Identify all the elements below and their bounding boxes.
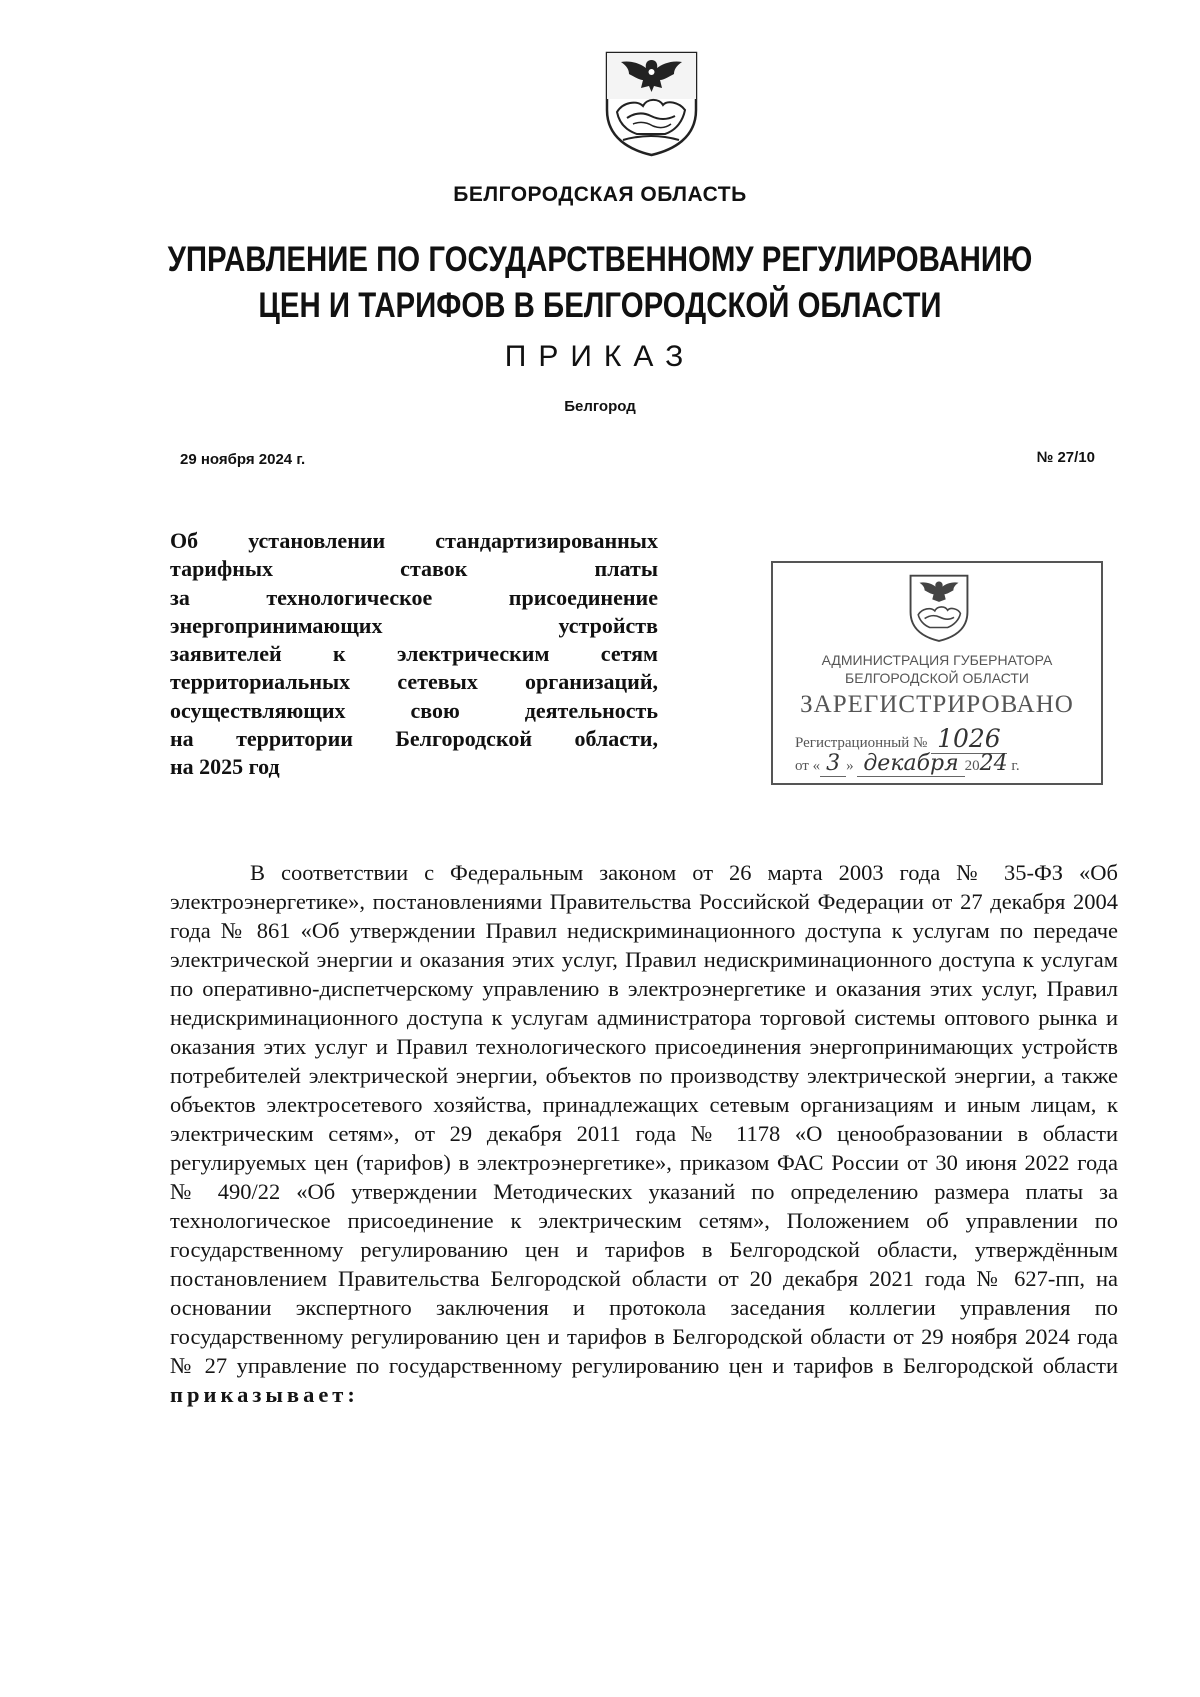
stamp-date-year-prefix: 20: [964, 758, 980, 774]
stamp-date-prefix: от «: [795, 758, 821, 774]
coat-of-arms-icon: [603, 50, 700, 157]
stamp-date-month: декабря: [857, 751, 964, 777]
subject-line: тарифных ставок платы: [170, 556, 658, 582]
subject-line: осуществляющих свою деятельность: [170, 697, 658, 723]
stamp-date-suffix: г.: [1011, 758, 1020, 774]
agency-name: [96, 237, 1104, 329]
subject-line: энергопринимающих устройств: [170, 612, 658, 638]
agency-name-line-1: УПРАВЛЕНИЕ ПО ГОСУДАРСТВЕННОМУ РЕГУЛИРОВАНИЮ: [167, 240, 1033, 279]
stamp-reg-label: Регистрационный №: [795, 735, 928, 751]
registration-stamp: [771, 561, 1103, 785]
coat-of-arms-icon: [908, 573, 970, 643]
stamp-registration-number-row: [795, 724, 1095, 753]
document-type: ПРИКАЗ: [504, 340, 696, 373]
stamp-registered: ЗАРЕГИСТРИРОВАНО: [800, 691, 1074, 718]
agency-name-line-2: ЦЕН И ТАРИФОВ В БЕЛГОРОДСКОЙ ОБЛАСТИ: [258, 286, 942, 325]
stamp-org-line-2: БЕЛГОРОДСКОЙ ОБЛАСТИ: [845, 670, 1029, 686]
document-city: Белгород: [564, 398, 636, 415]
subject-line: Об установлении стандартизированных: [170, 528, 658, 553]
subject-line: на 2025 год: [170, 754, 280, 780]
subject-line: на территории Белгородской области,: [170, 726, 658, 752]
stamp-date-mid: »: [846, 758, 854, 774]
subject-line: заявителей к электрическим сетям: [170, 641, 658, 667]
orders-word: приказывает:: [170, 1382, 359, 1407]
document-body: [170, 858, 1118, 1409]
document-date: 29 ноября 2024 г.: [180, 451, 306, 468]
stamp-reg-number: 1026: [931, 724, 1007, 754]
subject-line: за технологическое присоединение: [170, 584, 658, 610]
stamp-date-year: 24: [979, 751, 1008, 776]
region-title: БЕЛГОРОДСКАЯ ОБЛАСТЬ: [453, 183, 747, 206]
document-subject: [170, 527, 658, 782]
stamp-date-row: [795, 751, 1095, 776]
stamp-date-day: 3: [820, 751, 846, 777]
stamp-org-line-1: АДМИНИСТРАЦИЯ ГУБЕРНАТОРА: [821, 652, 1053, 668]
body-paragraph: [170, 858, 1118, 1409]
document-number: № 27/10: [1036, 449, 1095, 466]
stamp-organization: [773, 651, 1101, 687]
body-paragraph-text: В соответствии с Федеральным законом от 26 марта 2003 года № 35-ФЗ «Об электроэнергетике», постановлениями Правительства Российской Федерации от 27 декабря 2004 года № 861 «Об утверждении Правил недискриминационного доступа к услугам по передаче электрической энергии и оказания этих услуг, Правил недискриминационного доступа к услугам по оперативно-диспетчерскому управлению в электроэнергетике и оказания этих услуг, Правил недискриминационного доступа к услугам администратора торговой системы оптового рынка и оказания этих услуг и Правил технологического присоединения энергопринимающих устройств потребителей электрической энергии, объектов по производству электрической энергии, а также объектов электросетевого хозяйства, принадлежащих сетевым организациям и иным лицам, к электрическим сетям», от 29 декабря 2011 года № 1178 «О ценообразовании в области регулируемых цен (тарифов) в электроэнергетике», приказом ФАС России от 30 июня 2022 года № 490/22 «Об утверждении Методических указаний по определению размера платы за технологическое присоединение к электрическим сетям», Положением об управлении по государственному регулированию цен и тарифов в Белгородской области, утверждённым постановлением Правительства Белгородской области от 20 декабря 2021 года № 627-пп, на основании экспертного заключения и протокола заседания коллегии управления по государственному регулированию цен и тарифов в Белгородской области от 29 ноября 2024 года № 27 управление по государственному регулированию цен и тарифов в Белгородской области: [170, 860, 1118, 1378]
subject-line: территориальных сетевых организаций,: [170, 669, 658, 695]
